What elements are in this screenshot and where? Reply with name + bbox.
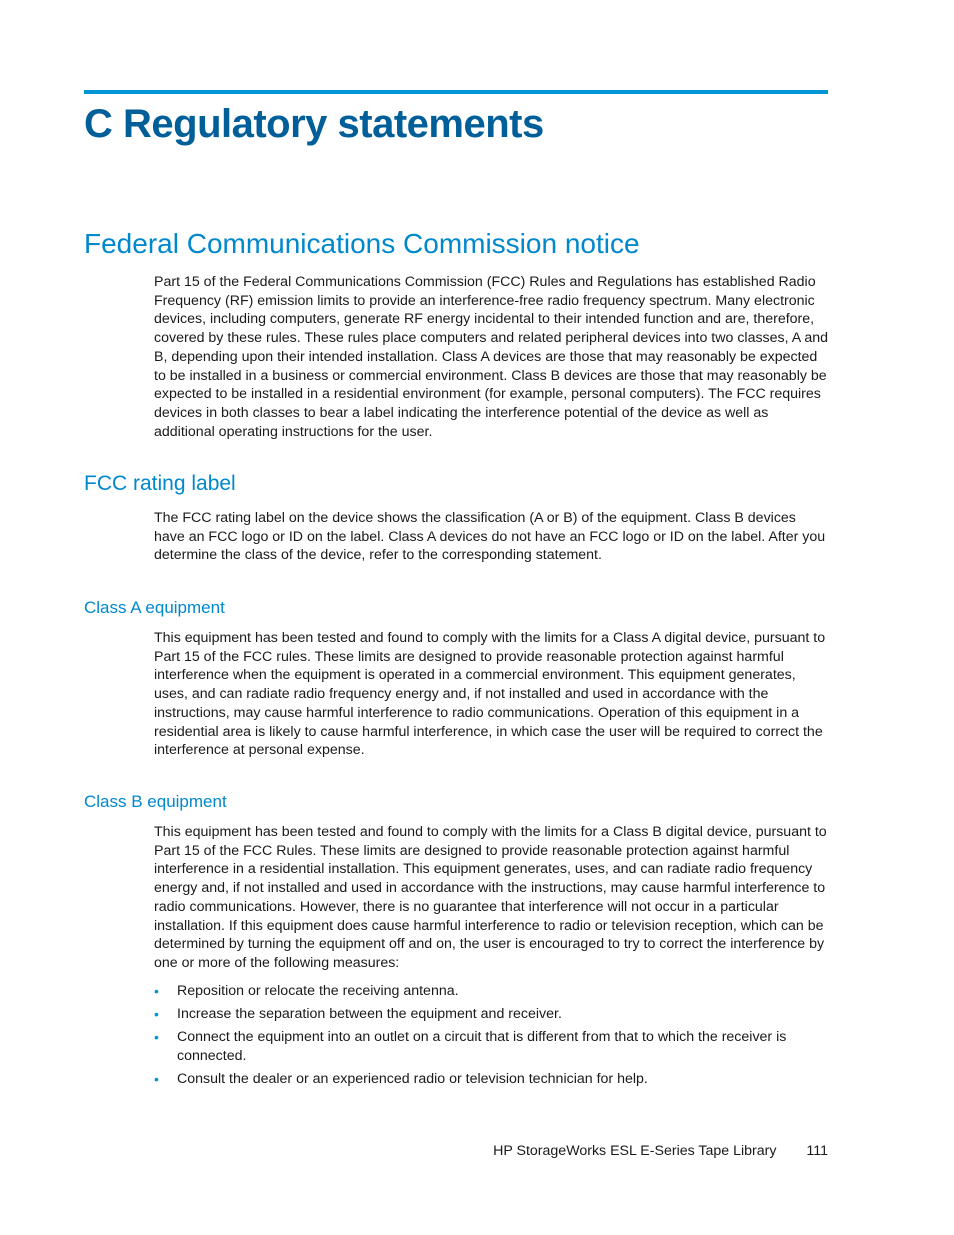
chapter-title: C Regulatory statements [84, 102, 544, 146]
class-a-heading: Class A equipment [84, 598, 225, 617]
bullet-icon: • [154, 1006, 159, 1023]
fcc-rating-heading: FCC rating label [84, 472, 236, 495]
list-item [154, 1070, 830, 1089]
list-item [154, 1028, 830, 1065]
class-b-heading: Class B equipment [84, 792, 227, 811]
page-footer [400, 1143, 828, 1159]
interference-measures-list [154, 982, 830, 1094]
footer-product-title: HP StorageWorks ESL E-Series Tape Library [493, 1143, 777, 1159]
list-item-text: Reposition or relocate the receiving antenna. [177, 983, 459, 999]
list-item-text: Consult the dealer or an experienced radio or television technician for help. [177, 1071, 648, 1088]
list-item [154, 982, 830, 1001]
list-item-text: Increase the separation between the equipment and receiver. [177, 1006, 562, 1023]
page-number: 111 [806, 1143, 828, 1159]
list-item-text: Connect the equipment into an outlet on a circuit that is different from that to which the receiver is connected. [177, 1029, 787, 1065]
list-item [154, 1005, 830, 1024]
class-a-paragraph: This equipment has been tested and found to comply with the limits for a Class A digital device, pursuant to Part 15 of the FCC rules. These limits are designed to provide reasonable protection against harmful interference when the equipment is operated in a commercial environment. This equipment generates, uses, and can radiate radio frequency energy and, if not installed and used in accordance with the instructions, may cause harmful interference to radio communications. Operation of this equipment in a residential area is likely to cause harmful interference, in which case the user will be required to correct the interference at personal expense. [154, 630, 826, 759]
bullet-icon: • [154, 1029, 159, 1046]
chapter-rule [84, 90, 828, 94]
fcc-notice-paragraph: Part 15 of the Federal Communications Commission (FCC) Rules and Regulations has established Radio Frequency (RF) emission limits to provide an interference-free radio frequency spectrum. Many electronic devices, including computers, generate RF energy incidental to their intended function and are, therefore, covered by these rules. These rules place computers and related peripheral devices into two classes, A and B, depending upon their intended installation. Class A devices are those that may reasonably be expected to be installed in a business or commercial environment. Class B devices are those that may reasonably be expected to be installed in a residential environment (for example, personal computers). The FCC requires devices in both classes to bear a label indicating the interference potential of the device as well as additional operating instructions for the user. [154, 274, 829, 440]
bullet-icon: • [154, 1071, 159, 1088]
bullet-icon: • [154, 983, 159, 999]
fcc-rating-paragraph: The FCC rating label on the device shows the classification (A or B) of the equipment. Class B devices have an FCC logo or ID on the label. Class A devices do not have an FCC logo or ID on the label. After you determine the class of the device, refer to the corresponding statement. [154, 510, 826, 564]
class-b-paragraph: This equipment has been tested and found to comply with the limits for a Class B digital device, pursuant to Part 15 of the FCC Rules. These limits are designed to provide reasonable protection against harmful interference in a residential installation. This equipment generates, uses, and can radiate radio frequency energy and, if not installed and used in accordance with the instructions, may cause harmful interference to radio communications. However, there is no guarantee that interference will not occur in a particular installation. If this equipment does cause harmful interference to radio or television reception, which can be determined by turning the equipment off and on, the user is encouraged to try to correct the interference by one or more of the following measures: [154, 824, 827, 971]
fcc-notice-heading: Federal Communications Commission notice [84, 228, 640, 259]
